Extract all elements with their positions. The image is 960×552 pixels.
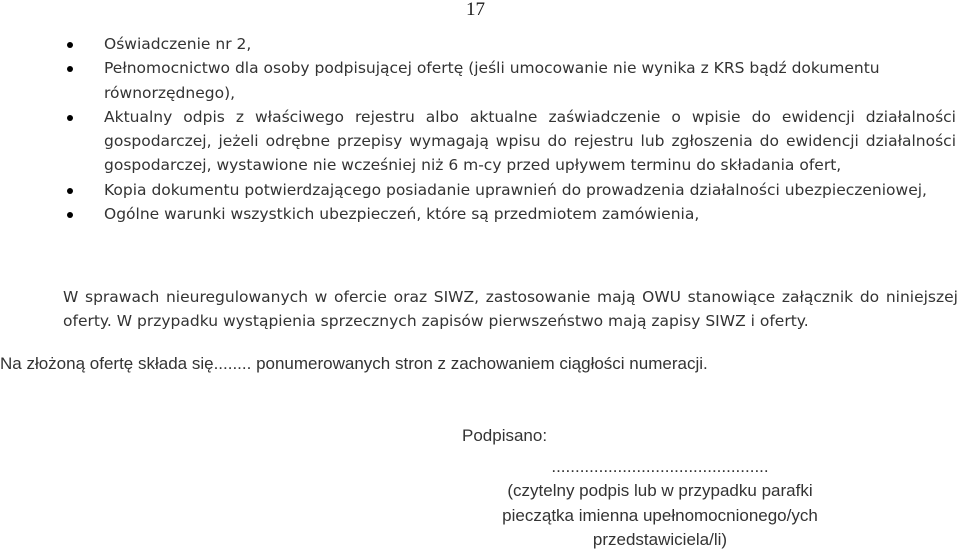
bullet-icon xyxy=(67,115,73,121)
signature-caption-line: (czytelny podpis lub w przypadku parafki xyxy=(507,481,813,501)
bullet-icon xyxy=(67,42,73,48)
list-item-text: Kopia dokumentu potwierdzającego posiadanie uprawnień do prowadzenia działalności ubezpieczeniowej, xyxy=(104,180,927,199)
list-item xyxy=(0,56,958,105)
page-number: 17 xyxy=(466,0,485,20)
list-item xyxy=(0,202,958,226)
bullet-icon xyxy=(67,212,73,218)
bullet-icon xyxy=(67,188,73,194)
list-item-text: Pełnomocnictwo dla osoby podpisującej ofertę (jeśli umocowanie nie wynika z KRS bądź dokumentu równorzędnego), xyxy=(104,59,880,102)
list-item xyxy=(0,32,930,56)
pages-note: Na złożoną ofertę składa się........ ponumerowanych stron z zachowaniem ciągłości numeracji. xyxy=(0,354,708,373)
attachments-list xyxy=(0,32,960,226)
signature-caption-line: pieczątka imienna upełnomocnionego/ych xyxy=(502,505,818,525)
list-item xyxy=(0,178,958,202)
signed-label: Podpisano: xyxy=(462,426,548,445)
signature-dots: .............................................. xyxy=(551,457,769,476)
list-item-text: Aktualny odpis z właściwego rejestru albo aktualne zaświadczenie o wpisie do ewidencji działalności gospodarczej, jeżeli odrębne przepisy wymagają wpisu do rejestru lub zgłoszenia do ewidencji działalności gospodarczej, wystawione nie wcześniej niż 6 m-cy przed upływem terminu do składania ofert, xyxy=(104,107,956,175)
list-item-text: Oświadczenie nr 2, xyxy=(104,35,252,53)
signature-caption-line: przedstawiciela/li) xyxy=(592,529,728,549)
bullet-icon xyxy=(67,66,73,72)
owu-paragraph: W sprawach nieuregulowanych w ofercie oraz SIWZ, zastosowanie mają OWU stanowiące załącznik do niniejszej oferty. W przypadku wystąpienia sprzecznych zapisów pierwszeństwo mają zapisy SIWZ i oferty. xyxy=(63,288,958,331)
list-item xyxy=(0,105,956,178)
signature-block xyxy=(500,455,820,552)
list-item-text: Ogólne warunki wszystkich ubezpieczeń, które są przedmiotem zamówienia, xyxy=(104,205,700,224)
